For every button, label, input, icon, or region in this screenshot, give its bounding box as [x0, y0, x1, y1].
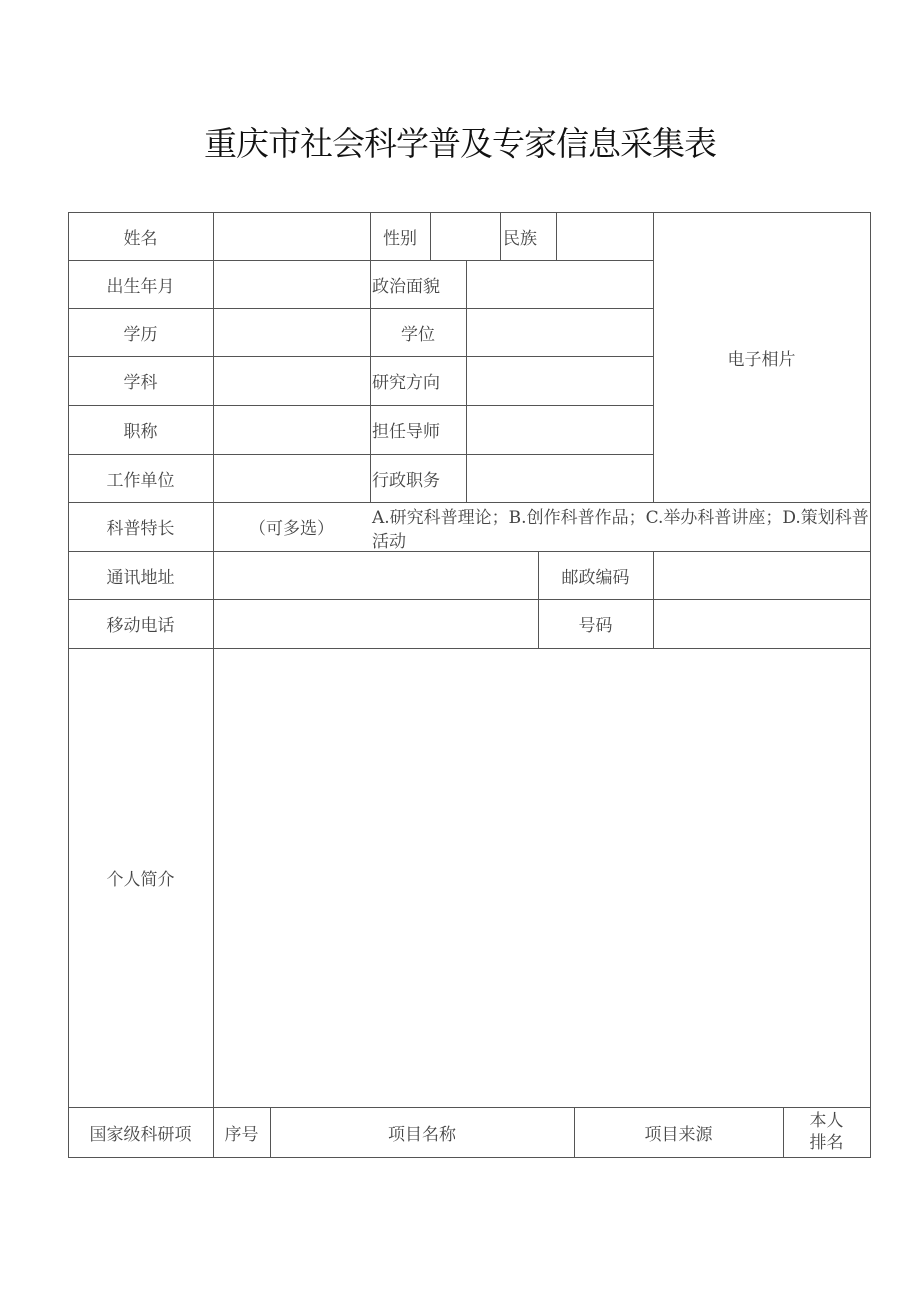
- mobile-label: 移动电话: [106, 616, 175, 636]
- table-border-right: [870, 212, 871, 1158]
- political-label: 政治面貌: [372, 276, 440, 297]
- ethnicity-label: 民族: [503, 228, 537, 249]
- specialty-hint: （可多选）: [249, 519, 334, 539]
- postcode-label: 邮政编码: [561, 567, 630, 588]
- degree-label: 学位: [401, 324, 435, 345]
- projects-label: 国家级科研项: [89, 1124, 192, 1145]
- postcode-field[interactable]: [653, 551, 870, 599]
- photo-cell[interactable]: 电子相片: [727, 349, 796, 370]
- education-label: 学历: [123, 324, 158, 345]
- degree-field[interactable]: [466, 308, 653, 356]
- address-label: 通讯地址: [106, 567, 175, 588]
- name-label: 姓名: [123, 228, 158, 249]
- title-field[interactable]: [213, 405, 370, 454]
- specialty-label: 科普特长: [106, 519, 175, 539]
- rank-header-line2: 排名: [809, 1133, 844, 1153]
- supervisor-field[interactable]: [466, 405, 653, 454]
- specialty-options[interactable]: A.研究科普理论；B.创作科普作品；C.举办科普讲座；D.策划科普活动: [372, 508, 869, 552]
- project-name-header: 项目名称: [388, 1124, 456, 1145]
- discipline-field[interactable]: [213, 356, 370, 405]
- number-field[interactable]: [653, 599, 870, 648]
- seq-header: 序号: [224, 1124, 259, 1145]
- supervisor-label: 担任导师: [372, 422, 440, 442]
- research-field[interactable]: [466, 356, 653, 405]
- number-label: 号码: [578, 616, 613, 636]
- title-label: 职称: [123, 422, 158, 442]
- rank-header-line1: 本人: [809, 1111, 844, 1131]
- gender-field[interactable]: [430, 212, 500, 260]
- admin-post-label: 行政职务: [372, 470, 440, 491]
- page-title: 重庆市社会科学普及专家信息采集表: [204, 124, 716, 163]
- education-field[interactable]: [213, 308, 370, 356]
- ethnicity-field[interactable]: [556, 212, 653, 260]
- table-border-bottom: [68, 1157, 871, 1158]
- birth-label: 出生年月: [106, 276, 175, 297]
- intro-label: 个人简介: [106, 870, 175, 890]
- gender-label: 性别: [383, 228, 417, 249]
- mobile-field[interactable]: [213, 599, 538, 648]
- rank-header: [783, 1107, 870, 1157]
- workplace-field[interactable]: [213, 454, 370, 502]
- intro-field[interactable]: [213, 648, 870, 1107]
- workplace-label: 工作单位: [106, 470, 175, 491]
- discipline-label: 学科: [123, 373, 158, 393]
- address-field[interactable]: [213, 551, 538, 599]
- project-source-header: 项目来源: [644, 1124, 713, 1145]
- political-field[interactable]: [466, 260, 653, 308]
- admin-post-field[interactable]: [466, 454, 653, 502]
- research-label: 研究方向: [372, 373, 440, 393]
- birth-field[interactable]: [213, 260, 370, 308]
- name-field[interactable]: [213, 212, 370, 260]
